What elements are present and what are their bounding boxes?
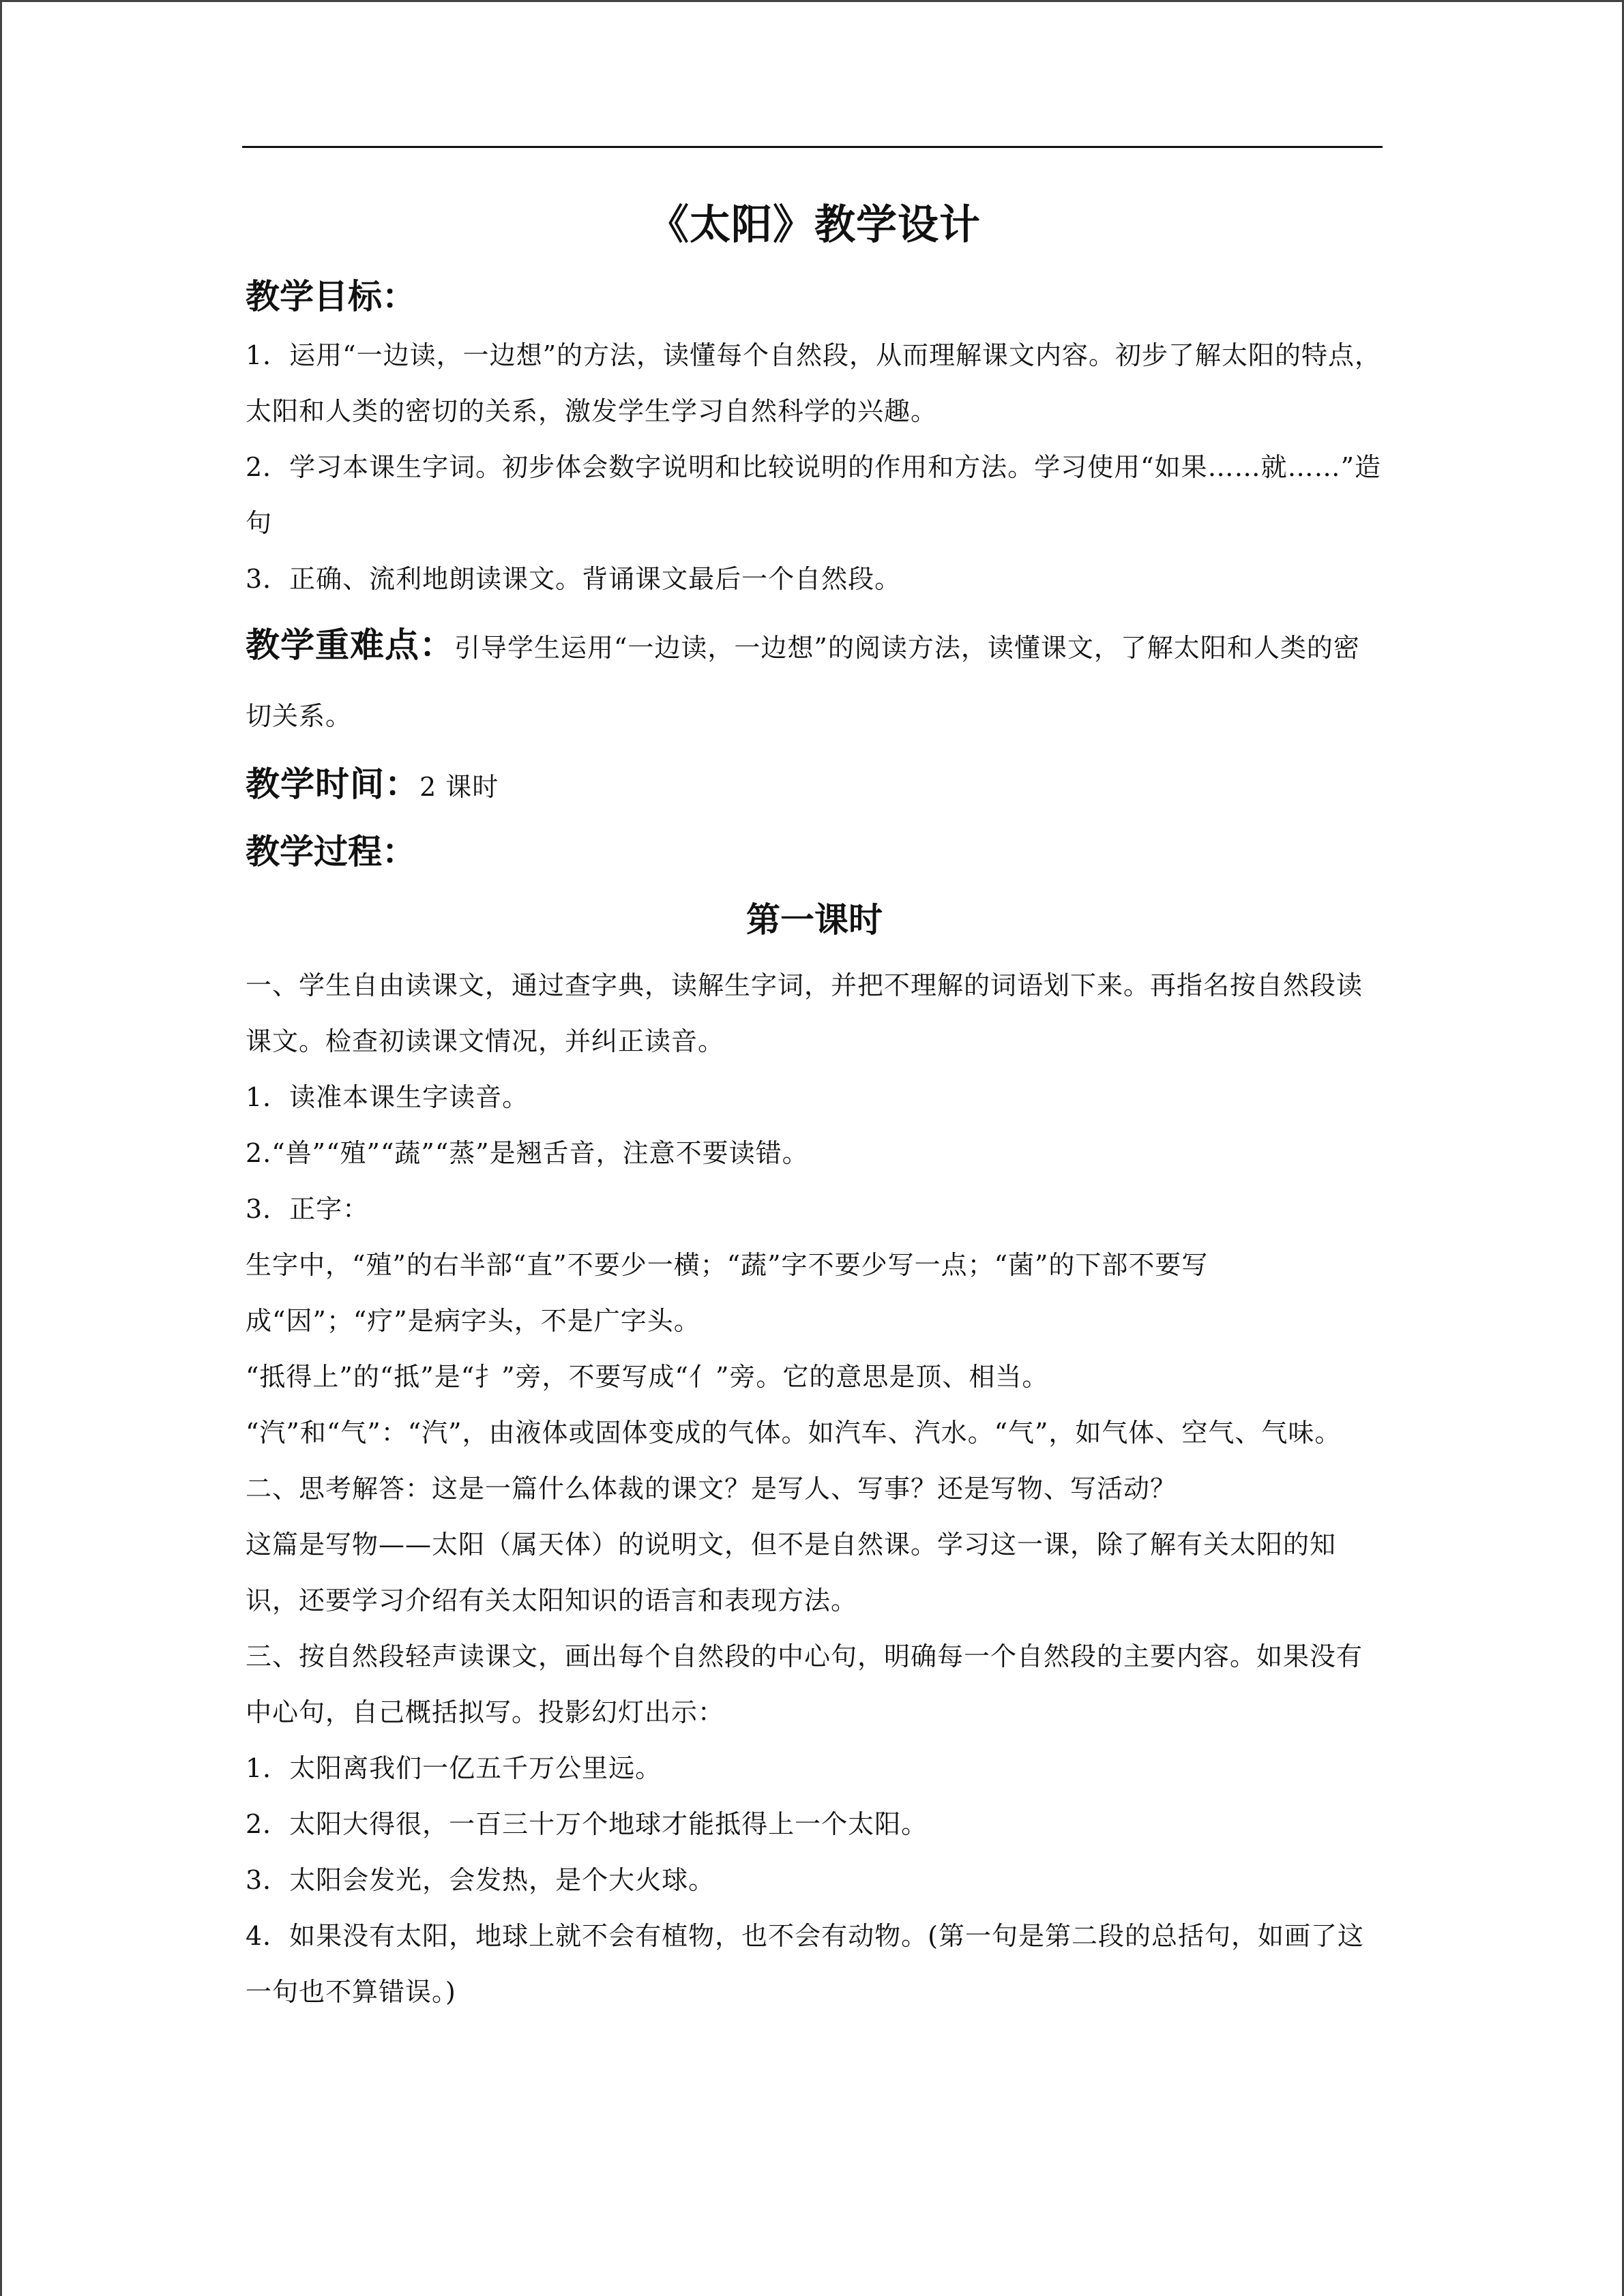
process-paragraph: 二、思考解答：这是一篇什么体裁的课文？是写人、写事？还是写物、写活动？: [246, 1474, 1177, 1504]
key-points-text: 引导学生运用“一边读，一边想”的阅读方法，读懂课文，了解太阳和人类的密切关系。: [246, 633, 1360, 731]
period-title: 第一课时: [746, 900, 883, 940]
duration-text: 2 课时: [419, 772, 499, 802]
process-paragraph: 这篇是写物——太阳（属天体）的说明文，但不是自然课。学习这一课，除了解有关太阳的知识，还要学习介绍有关太阳知识的语言和表现方法。: [246, 1530, 1337, 1615]
duration-paragraph: [246, 750, 1383, 821]
process-paragraph: 2．太阳大得很，一百三十万个地球才能抵得上一个太阳。: [246, 1809, 928, 1839]
process-paragraph: 4．如果没有太阳，地球上就不会有植物，也不会有动物。(第一句是第二段的总括句，如画了这一句也不算错误。): [246, 1921, 1365, 2007]
objective-item: 1．运用“一边读，一边想”的方法，读懂每个自然段，从而理解课文内容。初步了解太阳的特点，太阳和人类的密切的关系，激发学生学习自然科学的兴趣。: [246, 340, 1382, 426]
objective-item: 3．正确、流利地朗读课文。背诵课文最后一个自然段。: [246, 564, 902, 594]
process-paragraph: 生字中，“殖”的右半部“直”不要少一横；“蔬”字不要少写一点；“菌”的下部不要写成“因”；“疗”是病字头，不是广字头。: [246, 1250, 1209, 1336]
document-body: [246, 191, 1383, 2020]
objectives-heading: 教学目标：: [246, 277, 416, 316]
header-rule: [242, 146, 1383, 148]
process-heading: 教学过程：: [246, 832, 416, 871]
key-points-paragraph: [246, 611, 1383, 750]
process-paragraph: 1．读准本课生字读音。: [246, 1082, 529, 1112]
process-paragraph: 一、学生自由读课文，通过查字典，读解生字词，并把不理解的词语划下来。再指名按自然段读课文。检查初读课文情况，并纠正读音。: [246, 970, 1363, 1056]
process-paragraph: 三、按自然段轻声读课文，画出每个自然段的中心句，明确每一个自然段的主要内容。如果没有中心句，自己概括拟写。投影幻灯出示：: [246, 1641, 1363, 1727]
page-border-left: [0, 0, 2, 2296]
process-paragraph: “汽”和“气”：“汽”，由液体或固体变成的气体。如汽车、汽水。“气”，如气体、空气、气味。: [246, 1418, 1342, 1448]
process-paragraph: 3．正字：: [246, 1194, 370, 1224]
process-paragraph: “抵得上”的“抵”是“扌”旁，不要写成“亻”旁。它的意思是顶、相当。: [246, 1362, 1049, 1392]
key-points-heading: 教学重难点：: [246, 625, 454, 665]
page-border-top: [0, 0, 1624, 2]
process-paragraph: 2.“兽”“殖”“蔬”“蒸”是翘舌音，注意不要读错。: [246, 1138, 809, 1168]
duration-heading: 教学时间：: [246, 764, 419, 804]
process-paragraph: 3．太阳会发光，会发热，是个大火球。: [246, 1865, 715, 1895]
objective-item: 2．学习本课生字词。初步体会数字说明和比较说明的作用和方法。学习使用“如果……就……”造句: [246, 452, 1382, 538]
document-title: 《太阳》教学设计: [648, 201, 981, 249]
process-paragraph: 1．太阳离我们一亿五千万公里远。: [246, 1753, 662, 1783]
